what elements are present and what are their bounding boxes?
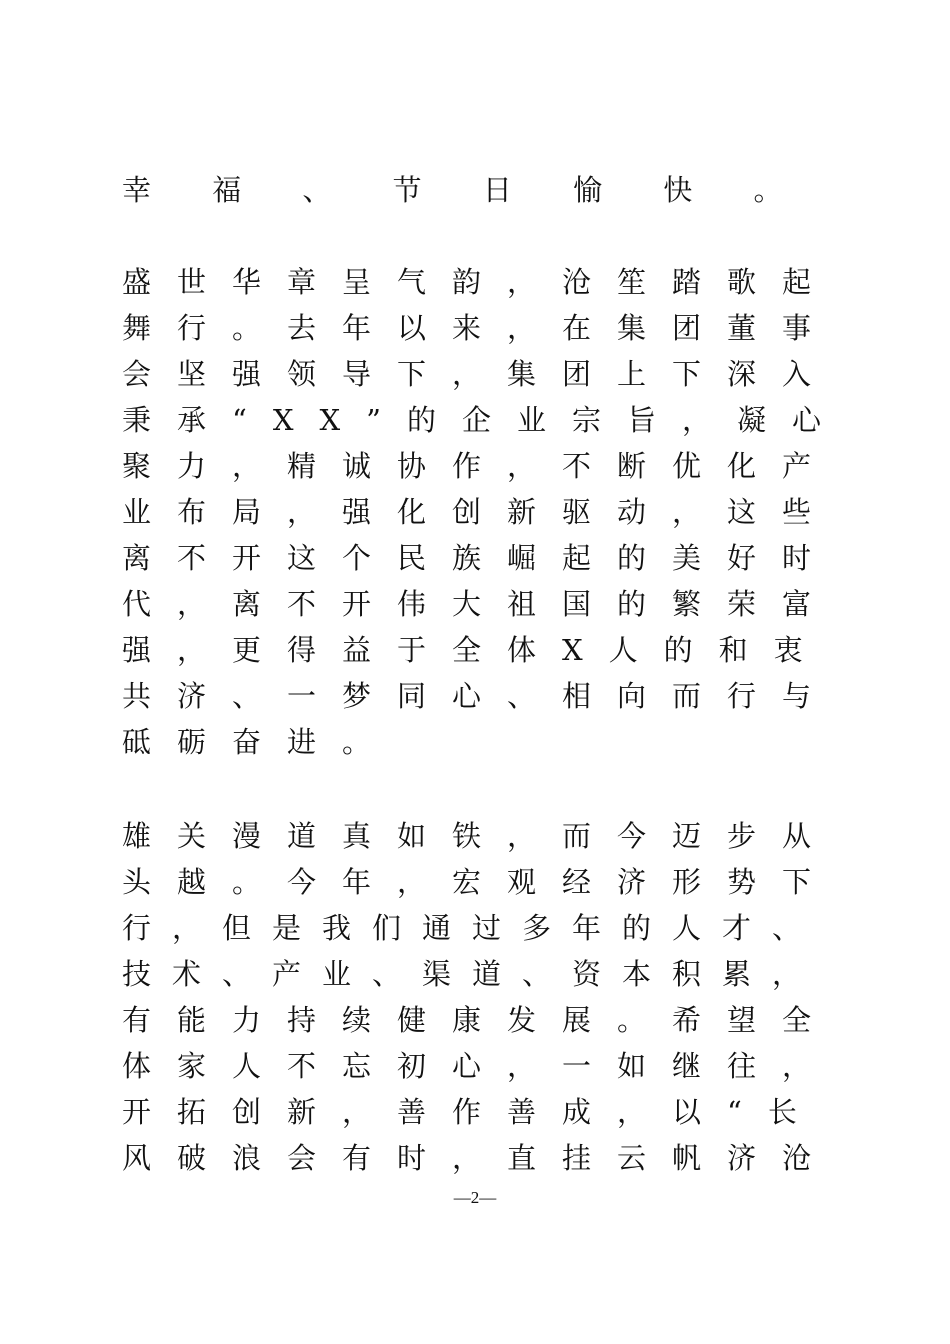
text-line: 业布局，强化创新驱动，这些 (122, 495, 838, 529)
text-line: 雄关漫道真如铁，而今迈步从 (122, 819, 838, 853)
text-line: 有能力持续健康发展。希望全 (122, 1003, 838, 1037)
page-number: —2— (453, 1188, 497, 1207)
text-line: 会坚强领导下，集团上下深入 (122, 357, 838, 391)
text-line: 幸 福 、 节 日 愉 快 。 (122, 173, 809, 207)
text-line: 舞行。去年以来，在集团董事 (122, 311, 838, 345)
text-line: 离不开这个民族崛起的美好时 (122, 541, 838, 575)
text-line: 技术、产业、渠道、资本积累， (122, 957, 823, 991)
text-line: 头越。今年，宏观经济形势下 (122, 865, 838, 899)
text-line: 行，但是我们通过多年的人才、 (122, 911, 823, 945)
text-line: 聚力，精诚协作，不断优化产 (122, 449, 838, 483)
text-line: 体家人不忘初心，一如继往， (122, 1049, 838, 1083)
text-line: 代，离不开伟大祖国的繁荣富 (122, 587, 838, 621)
text-line: 风破浪会有时，直挂云帆济沧 (122, 1141, 838, 1175)
text-line: 强，更得益于全体X人的和衷 (122, 633, 829, 667)
text-line: 开拓创新，善作善成，以“长 (122, 1095, 823, 1129)
text-line: 砥砺奋进。 (122, 725, 398, 759)
text-line: 盛世华章呈气韵，沧笙踏歌起 (122, 265, 838, 299)
text-line: 共济、一梦同心、相向而行与 (122, 679, 838, 713)
text-line: 秉承“XX”的企业宗旨，凝心 (122, 403, 847, 437)
